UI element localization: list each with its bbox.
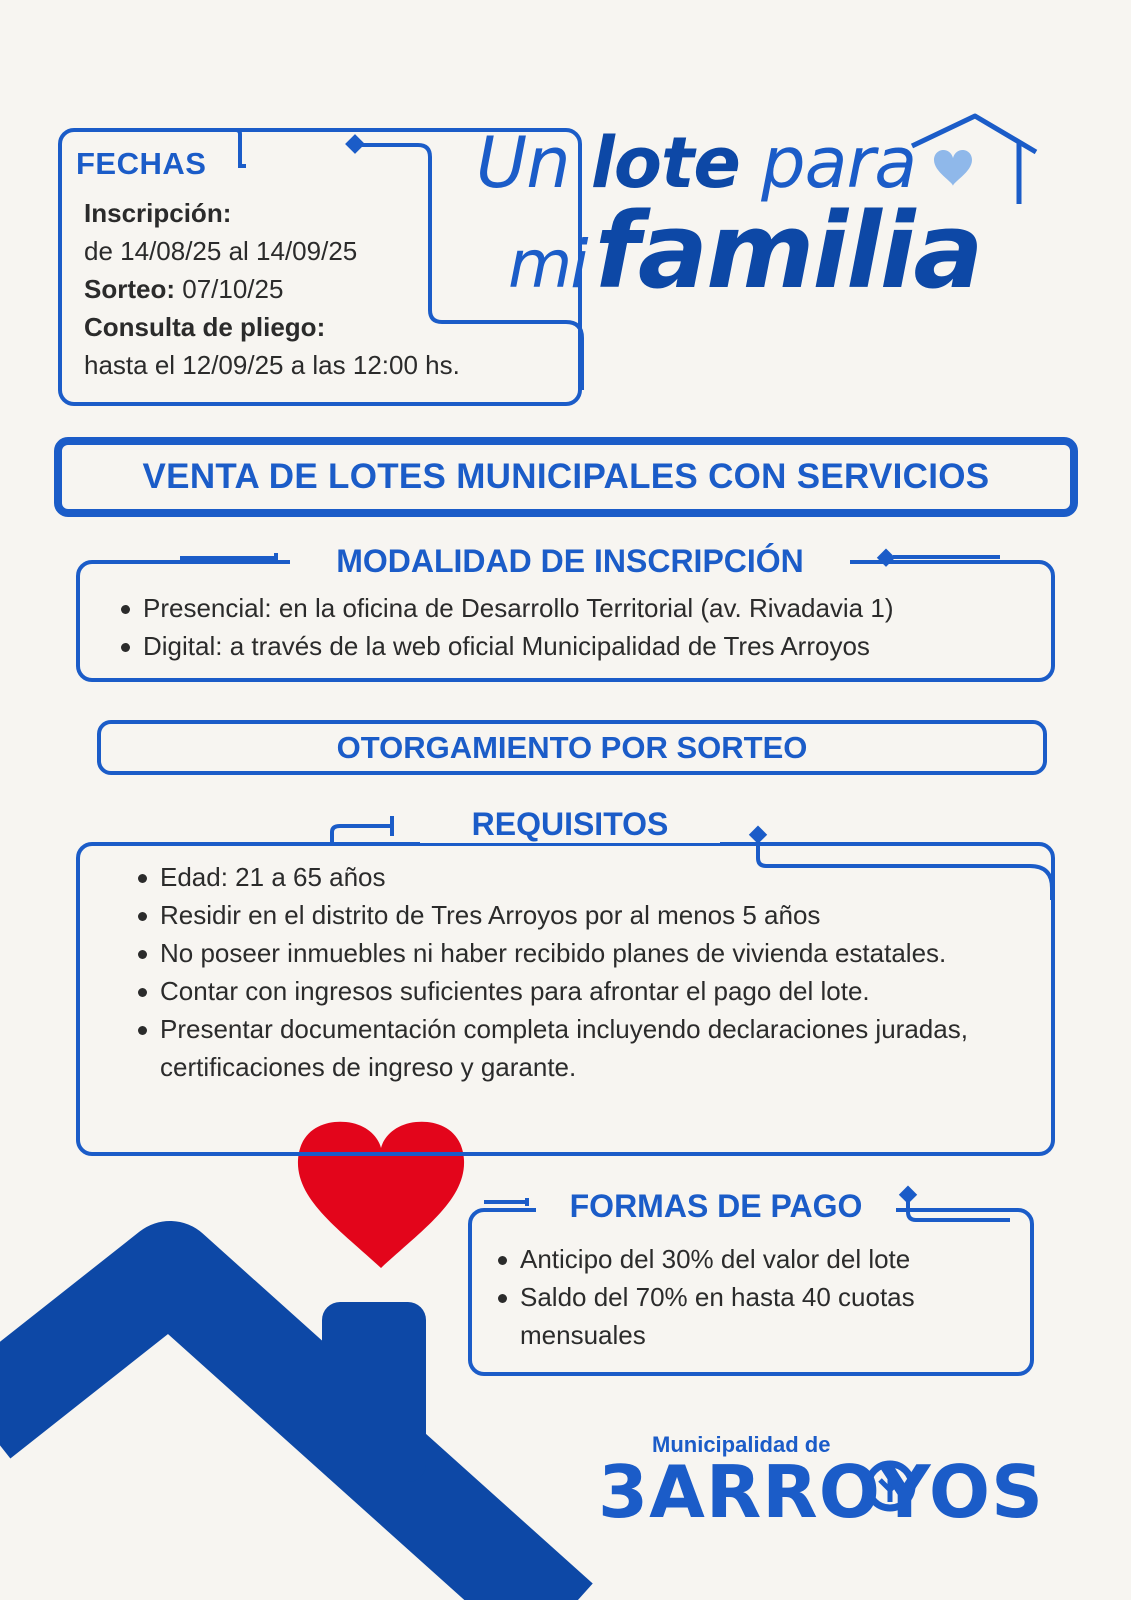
title-lote: lote xyxy=(590,122,740,204)
requisitos-heading: REQUISITOS xyxy=(420,806,720,843)
inscripcion-label-line xyxy=(84,198,231,229)
title-un: Un xyxy=(476,122,591,204)
logo-3arroyos-text: 3ARROYOS xyxy=(598,1450,1044,1534)
sorteo-value: 07/10/25 xyxy=(182,274,284,304)
title-familia: familia xyxy=(594,190,982,312)
logo-municipalidad-text: Municipalidad de xyxy=(652,1432,831,1457)
venta-banner-text: VENTA DE LOTES MUNICIPALES CON SERVICIOS xyxy=(142,457,990,496)
list-item: Contar con ingresos suficientes para afrontar el pago del lote. xyxy=(134,972,1034,1010)
title-mi: mi xyxy=(508,226,587,303)
list-item: No poseer inmuebles ni haber recibido planes de vivienda estatales. xyxy=(134,934,1034,972)
list-item: Presentar documentación completa incluyendo declaraciones juradas, certificaciones de ingreso y garante. xyxy=(134,1010,1034,1086)
pago-heading: FORMAS DE PAGO xyxy=(536,1188,896,1225)
list-item: Digital: a través de la web oficial Municipalidad de Tres Arroyos xyxy=(117,627,1047,665)
pago-list xyxy=(494,1240,1014,1354)
modalidad-heading: MODALIDAD DE INSCRIPCIÓN xyxy=(290,543,850,580)
requisitos-list xyxy=(134,858,1034,1086)
consulta-label: Consulta de pliego: xyxy=(84,312,326,342)
otorgamiento-text: OTORGAMIENTO POR SORTEO xyxy=(336,729,808,765)
fechas-heading: FECHAS xyxy=(76,146,207,181)
title-line-2 xyxy=(508,190,982,312)
requisitos-left-tick xyxy=(332,816,392,845)
list-item: Anticipo del 30% del valor del lote xyxy=(494,1240,1014,1278)
sorteo-line xyxy=(84,274,283,305)
consulta-value: hasta el 12/09/25 a las 12:00 hs. xyxy=(84,350,460,380)
otorgamiento-banner xyxy=(97,720,1047,775)
inscripcion-value: de 14/08/25 al 14/09/25 xyxy=(84,236,358,266)
pago-left-tick xyxy=(484,1198,527,1206)
venta-banner xyxy=(54,437,1078,517)
modalidad-list xyxy=(117,589,1047,665)
list-item: Residir en el distrito de Tres Arroyos por al menos 5 años xyxy=(134,896,1034,934)
list-item: Saldo del 70% en hasta 40 cuotas mensuales xyxy=(494,1278,1014,1354)
list-item: Edad: 21 a 65 años xyxy=(134,858,1034,896)
sorteo-label: Sorteo: xyxy=(84,274,175,304)
inscripcion-label: Inscripción: xyxy=(84,198,232,228)
consulta-label-line xyxy=(84,312,325,343)
title-para: para xyxy=(739,122,917,204)
list-item: Presencial: en la oficina de Desarrollo Territorial (av. Rivadavia 1) xyxy=(117,589,1047,627)
